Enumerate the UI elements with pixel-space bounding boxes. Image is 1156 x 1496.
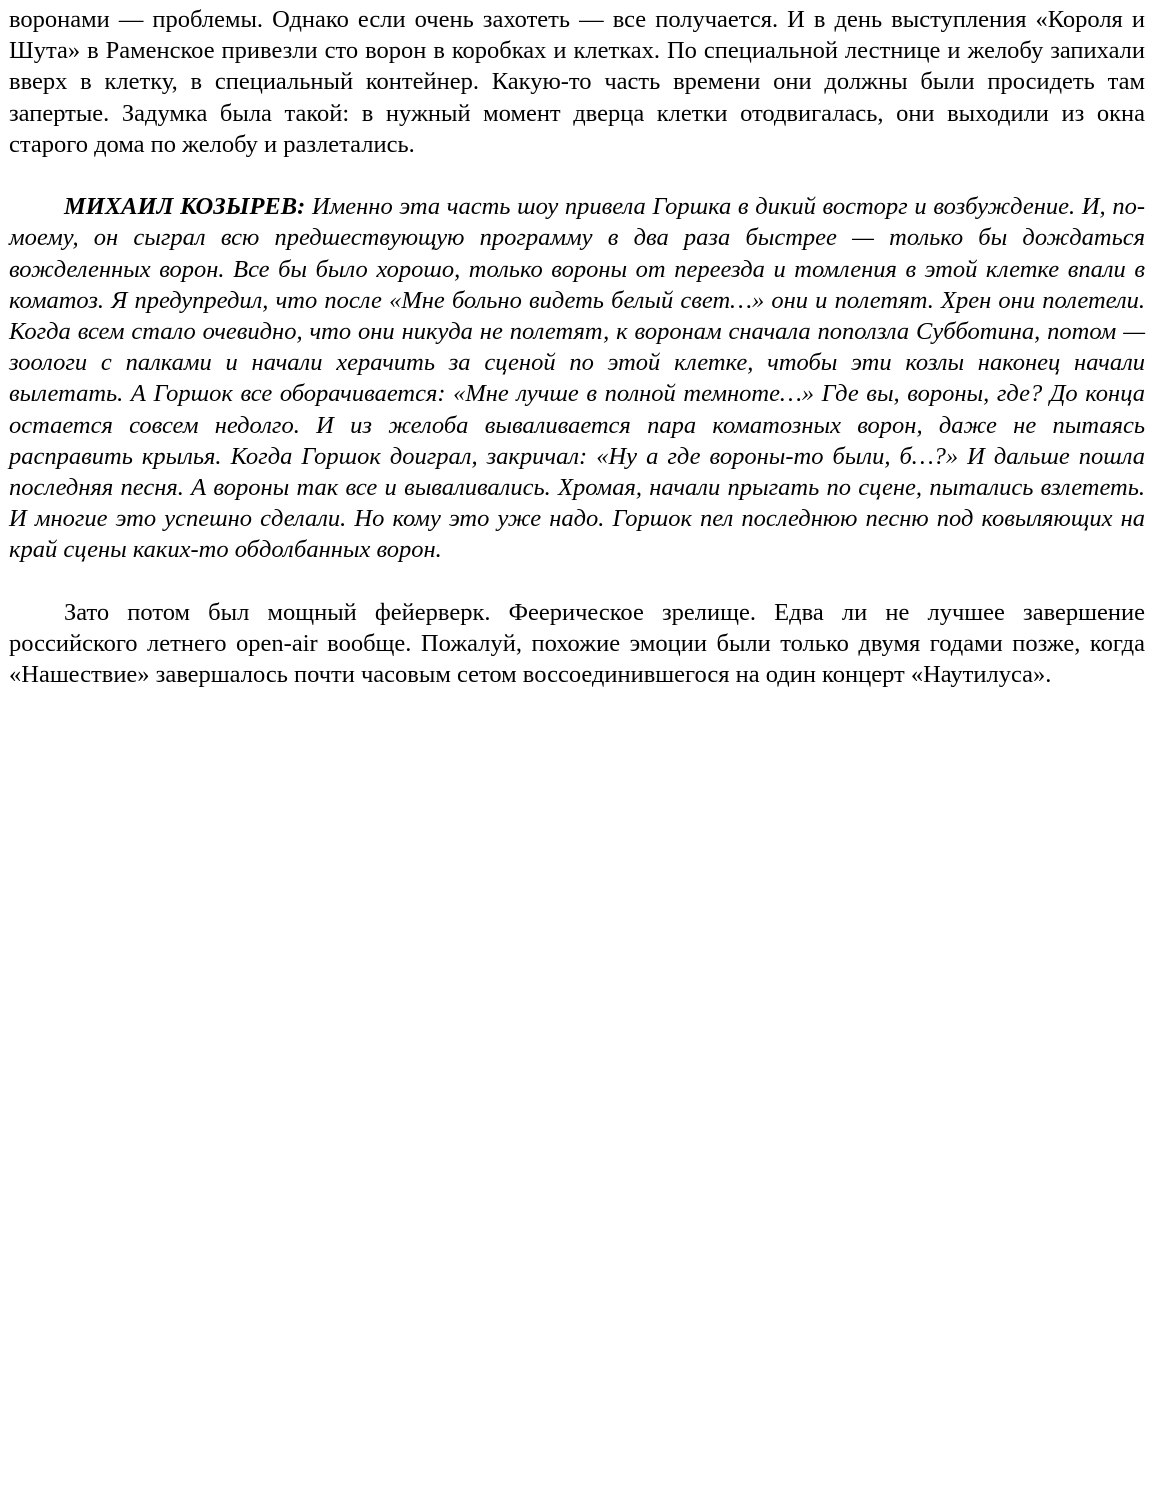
body-paragraph-1: воронами — проблемы. Однако если очень захотеть — все получается. И в день выступления «Короля и Шута» в Раменское привезли сто ворон в коробках и клетках. По специальной лестнице и желобу запихали вверх в клетку, в специальный контейнер. Какую-то часть времени они должны были просидеть там запертые. Задумка была такой: в нужный момент дверца клетки отодвигалась, они выходили из окна старого дома по желобу и разлетались. [9,6,1145,158]
body-paragraph-3: Зато потом был мощный фейерверк. Феерическое зрелище. Едва ли не лучшее завершение российского летнего open-air вообще. Пожалуй, похожие эмоции были только двумя годами позже, когда «Нашествие» завершалось почти часовым сетом воссоединившегося на один концерт «Наутилуса». [9,598,1145,689]
paragraph-spacer [9,566,1145,597]
document-page [9,4,1145,690]
speaker-name: МИХАИЛ КОЗЫРЕВ: [64,193,306,221]
paragraph-spacer [9,160,1145,191]
quote-paragraph [9,191,1145,565]
quote-text: Именно эта часть шоу привела Горшка в дикий восторг и возбуждение. И, по-моему, он сыграл всю предшествующую программу в два раза быстрее — только бы дождаться вожделенных ворон. Все бы было хорошо, только вороны от переезда и томления в этой клетке впали в коматоз. Я предупредил, что после «Мне больно видеть белый свет…» они и полетят. Хрен они полетели. Когда всем стало очевидно, что они никуда не полетят, к воронам сначала поползла Субботина, потом — зоологи с палками и начали херачить за сценой по этой клетке, чтобы эти козлы наконец начали вылетать. А Горшок все оборачивается: «Мне лучше в полной темноте…» Где вы, вороны, где? До конца остается совсем недолго. И из желоба вываливается пара коматозных ворон, даже не пытаясь расправить крылья. Когда Горшок доиграл, закричал: «Ну а где вороны-то были, б…?» И дальше пошла последняя песня. А вороны так все и вываливались. Хромая, начали прыгать по сцене, пытались взлететь. И многие это успешно сделали. Но кому это уже надо. Горшок пел последнюю песню под ковыляющих на край сцены каких-то обдолбанных ворон. [9,193,1145,564]
